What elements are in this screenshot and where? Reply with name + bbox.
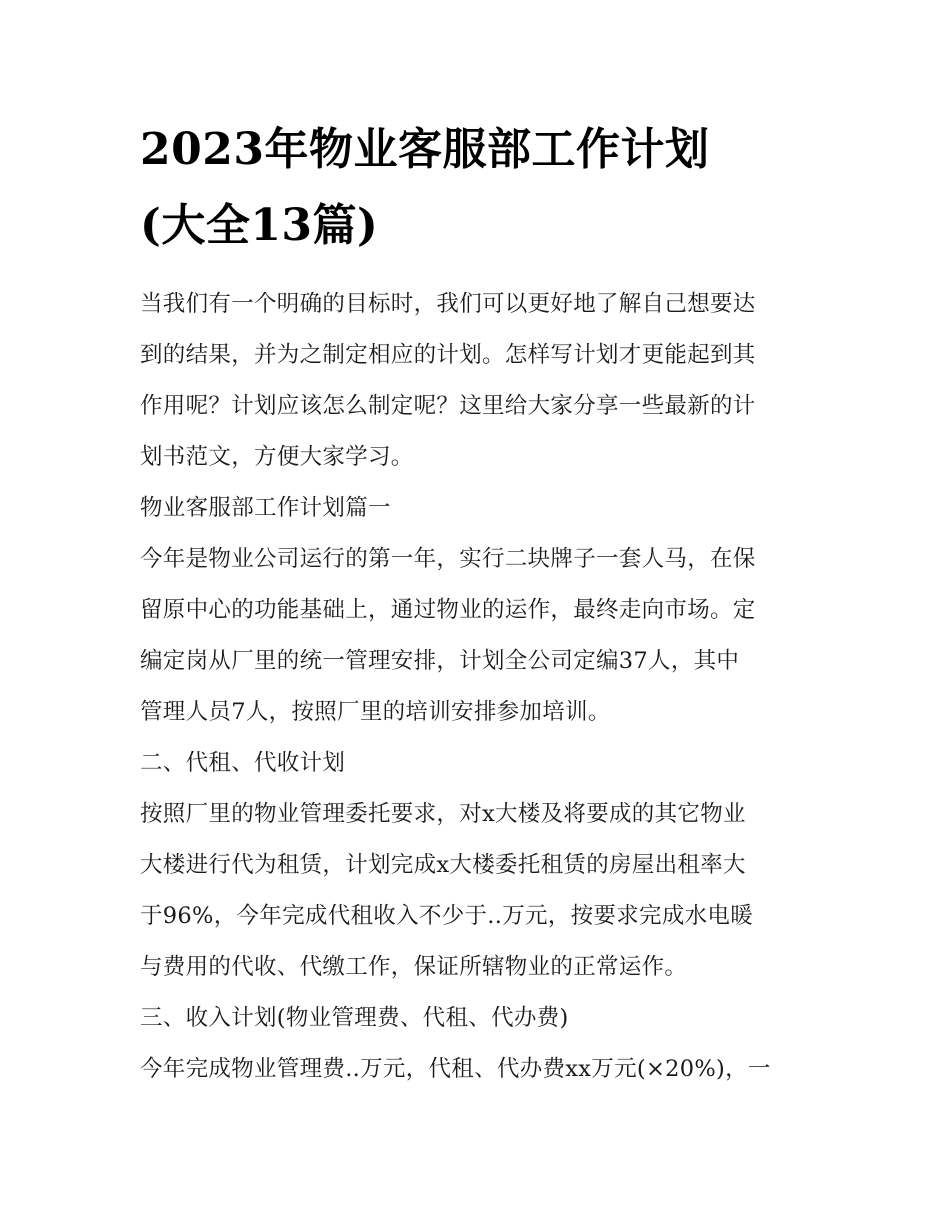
text-line: 二、代租、代收计划 [140,750,346,776]
title-line: 2023年物业客服部工作计划 [140,124,710,175]
text-line: 作用呢？计划应该怎么制定呢？这里给大家分享一些最新的计 [140,393,756,419]
text-line: 按照厂里的物业管理委托要求，对x大楼及将要成的其它物业 [140,801,746,827]
paragraph-list [140,279,815,1095]
intro-paragraph [140,279,815,483]
text-line: 今年是物业公司运行的第一年，实行二块牌子一套人马，在保 [140,546,756,572]
text-line: 今年完成物业管理费..万元，代租、代办费xx万元(×20%)，一 [140,1056,771,1082]
section-heading [140,738,815,789]
title-line: (大全13篇) [140,200,379,251]
text-line: 当我们有一个明确的目标时，我们可以更好地了解自己想要达 [140,291,756,317]
text-line: 留原中心的功能基础上，通过物业的运作，最终走向市场。定 [140,597,756,623]
text-line: 到的结果，并为之制定相应的计划。怎样写计划才更能起到其 [140,342,756,368]
body-paragraph [140,789,815,993]
text-line: 编定岗从厂里的统一管理安排，计划全公司定编37人，其中 [140,648,740,674]
text-line: 管理人员7人，按照厂里的培训安排参加培训。 [140,699,611,725]
document-title [140,112,815,264]
body-paragraph [140,1044,815,1095]
section-heading [140,483,815,534]
text-line: 与费用的代收、代缴工作，保证所辖物业的正常运作。 [140,954,688,980]
section-heading [140,993,815,1044]
text-line: 大楼进行代为租赁，计划完成x大楼委托租赁的房屋出租率大 [140,852,746,878]
text-line: 于96%，今年完成代租收入不少于..万元，按要求完成水电暖 [140,903,754,929]
body-paragraph [140,534,815,738]
document-body [140,112,815,1095]
text-line: 划书范文，方便大家学习。 [140,444,414,470]
text-line: 物业客服部工作计划篇一 [140,495,391,521]
text-line: 三、收入计划(物业管理费、代租、代办费) [140,1005,569,1031]
